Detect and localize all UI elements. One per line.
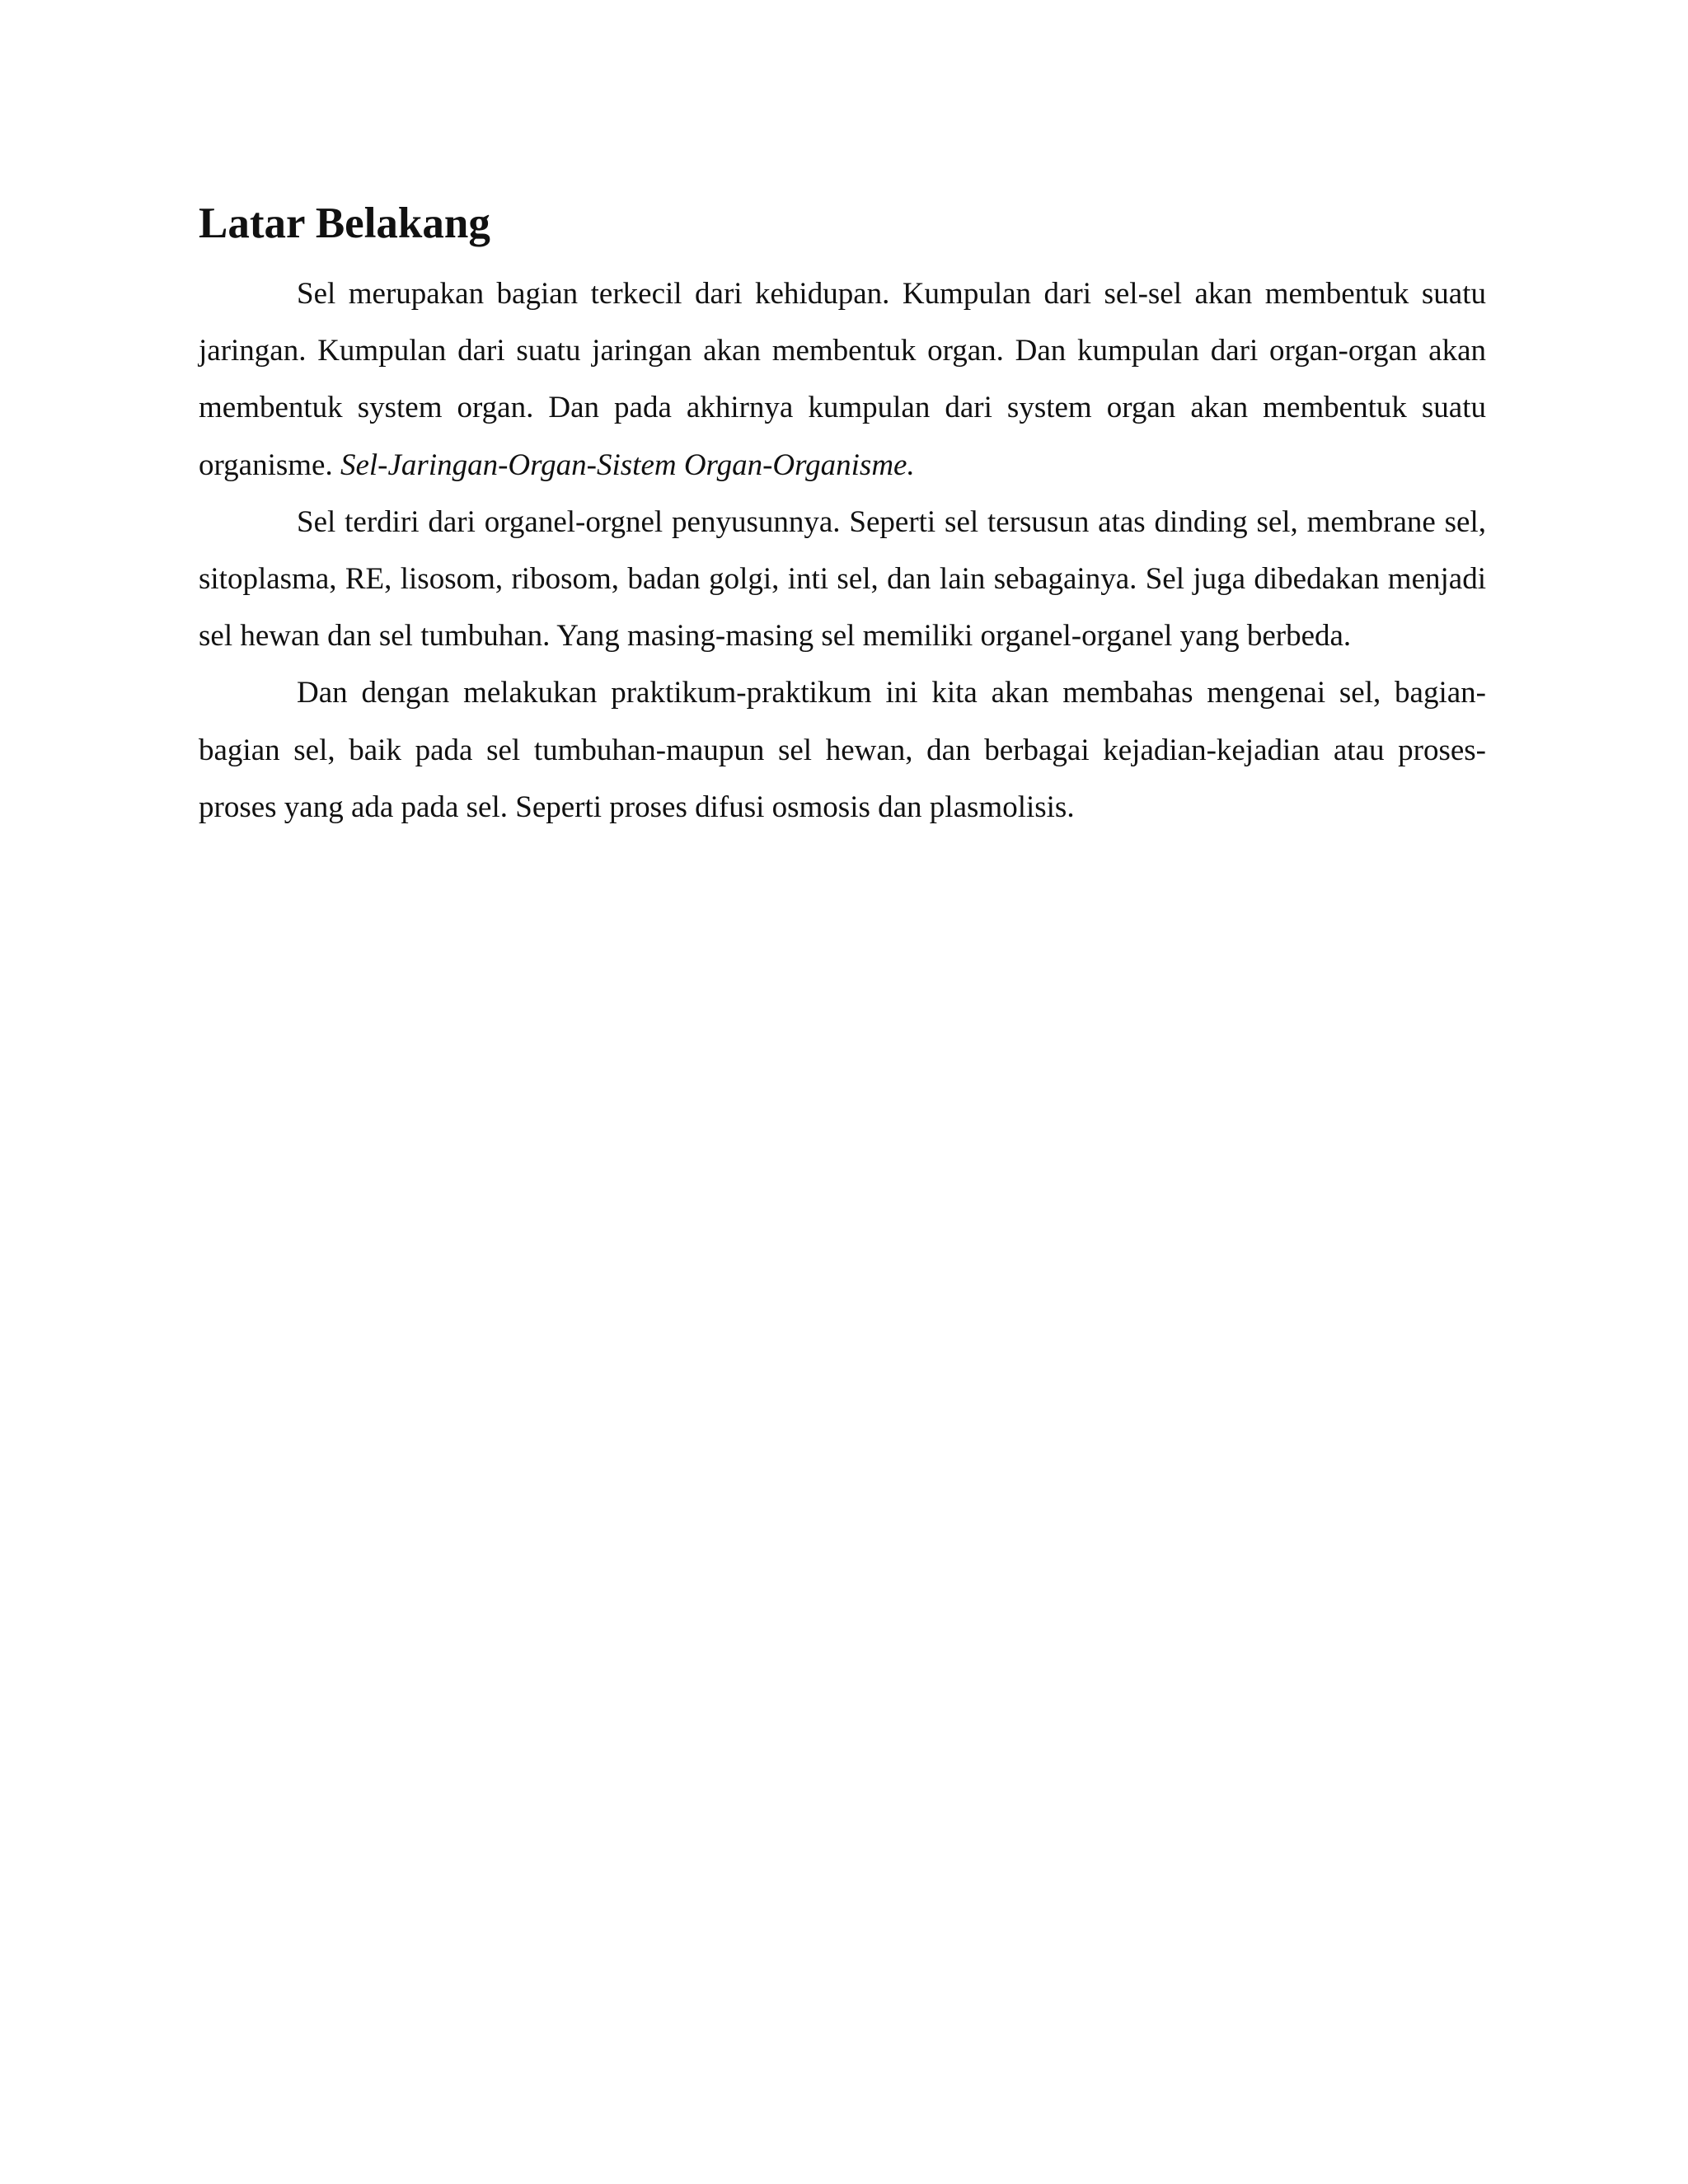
paragraph-1-text: Sel merupakan bagian terkecil dari kehidupan. Kumpulan dari sel-sel akan membentuk suatu jaringan. Kumpulan dari suatu jaringan akan membentuk organ. Dan kumpulan dari organ-organ akan membentuk system organ. Dan pada akhirnya kumpulan dari system organ akan membentuk suatu organisme.: [199, 277, 1486, 482]
paragraph-1: [199, 265, 1486, 494]
paragraph-3-text: Dan dengan melakukan praktikum-praktikum ini kita akan membahas mengenai sel, bagian-bagian sel, baik pada sel tumbuhan-maupun sel hewan, dan berbagai kejadian-kejadian atau proses-proses yang ada pada sel. Seperti proses difusi osmosis dan plasmolisis.: [199, 676, 1486, 824]
section-heading: Latar Belakang: [199, 199, 490, 247]
document-body: [199, 198, 1486, 836]
paragraph-2-text: Sel terdiri dari organel-orgnel penyusunnya. Seperti sel tersusun atas dinding sel, membrane sel, sitoplasma, RE, lisosom, ribosom, badan golgi, inti sel, dan lain sebagainya. Sel juga dibedakan menjadi sel hewan dan sel tumbuhan. Yang masing-masing sel memiliki organel-organel yang berbeda.: [199, 504, 1486, 654]
paragraph-3: [199, 664, 1486, 836]
paragraph-1-italic-text: Sel-Jaringan-Organ-Sistem Organ-Organisme.: [340, 448, 915, 482]
paragraph-2: [199, 494, 1486, 665]
